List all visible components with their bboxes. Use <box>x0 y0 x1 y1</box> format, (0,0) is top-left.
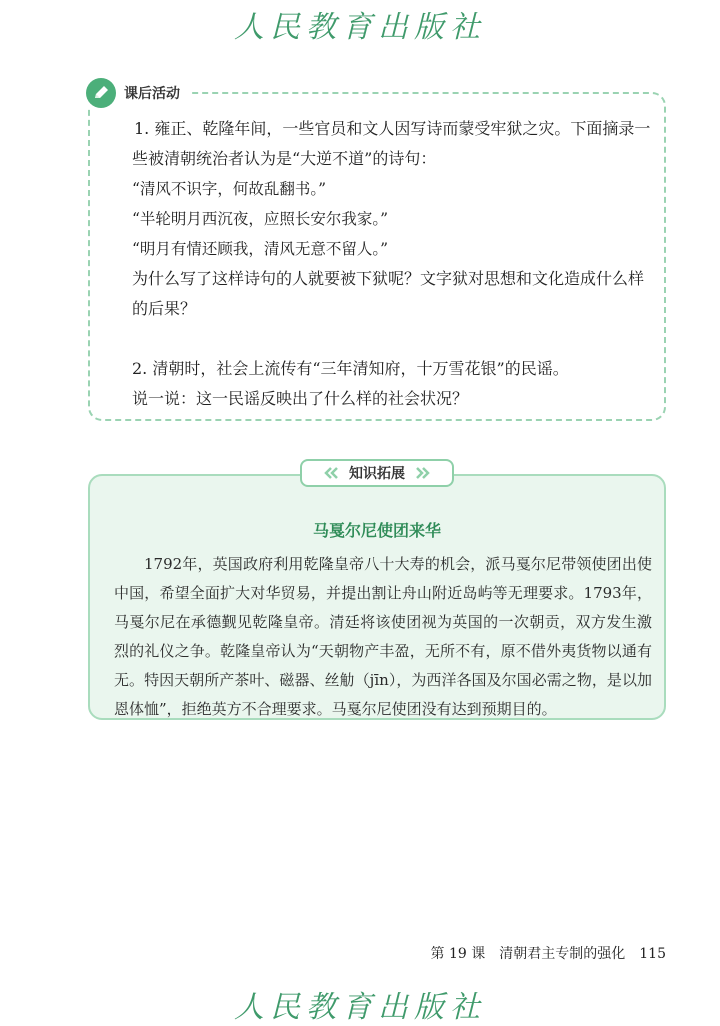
question-1-intro: 1. 雍正、乾隆年间，一些官员和文人因写诗而蒙受牢狱之灾。下面摘录一些被清朝统治者认为是“大逆不道”的诗句： <box>132 119 651 168</box>
page-number: 115 <box>639 946 666 962</box>
activity-header <box>86 78 190 108</box>
question-2-intro: 2. 清朝时，社会上流传有“三年清知府，十万雪花银”的民谣。 <box>132 359 569 378</box>
publisher-logo-bottom: 人民教育出版社 <box>234 990 486 1025</box>
lesson-title: 第 19 课 清朝君主专制的强化 <box>430 946 626 962</box>
activity-title: 课后活动 <box>124 86 180 102</box>
double-chevron-right-icon <box>415 464 431 483</box>
double-chevron-left-icon <box>323 464 339 483</box>
knowledge-heading: 马戛尔尼使团来华 <box>312 521 441 540</box>
poem-line: “半轮明月西沉夜，应照长安尔我家。” <box>132 210 389 228</box>
knowledge-tag <box>300 459 454 487</box>
page-footer <box>420 943 666 963</box>
question-2-prompt: 说一说：这一民谣反映出了什么样的社会状况？ <box>132 389 469 408</box>
knowledge-body <box>114 550 652 724</box>
knowledge-tag-label: 知识拓展 <box>349 466 405 482</box>
publisher-logo-top: 人民教育出版社 <box>234 10 486 45</box>
knowledge-paragraph: 1792年，英国政府利用乾隆皇帝八十大寿的机会，派马戛尔尼带领使团出使中国，希望全面扩大对华贸易，并提出割让舟山附近岛屿等无理要求。1793年，马戛尔尼在承德觐见乾隆皇帝。清廷将该使团视为英国的一次朝贡，双方发生激烈的礼仪之争。乾隆皇帝认为“天朝物产丰盈，无所不有，原不借外夷货物以通有无。特因天朝所产茶叶、磁器、丝觔（jīn），为西洋各国及尔国必需之物，是以加恩体恤”，拒绝英方不合理要求。马戛尔尼使团没有达到预期目的。 <box>114 555 652 718</box>
activity-content <box>132 114 654 414</box>
pencil-icon <box>86 78 116 108</box>
poem-line: “清风不识字，何故乱翻书。” <box>132 180 327 198</box>
question-1-prompt: 为什么写了这样诗句的人就要被下狱呢？文字狱对思想和文化造成什么样的后果？ <box>132 269 645 318</box>
poem-line: “明月有情还顾我，清风无意不留人。” <box>132 240 389 258</box>
